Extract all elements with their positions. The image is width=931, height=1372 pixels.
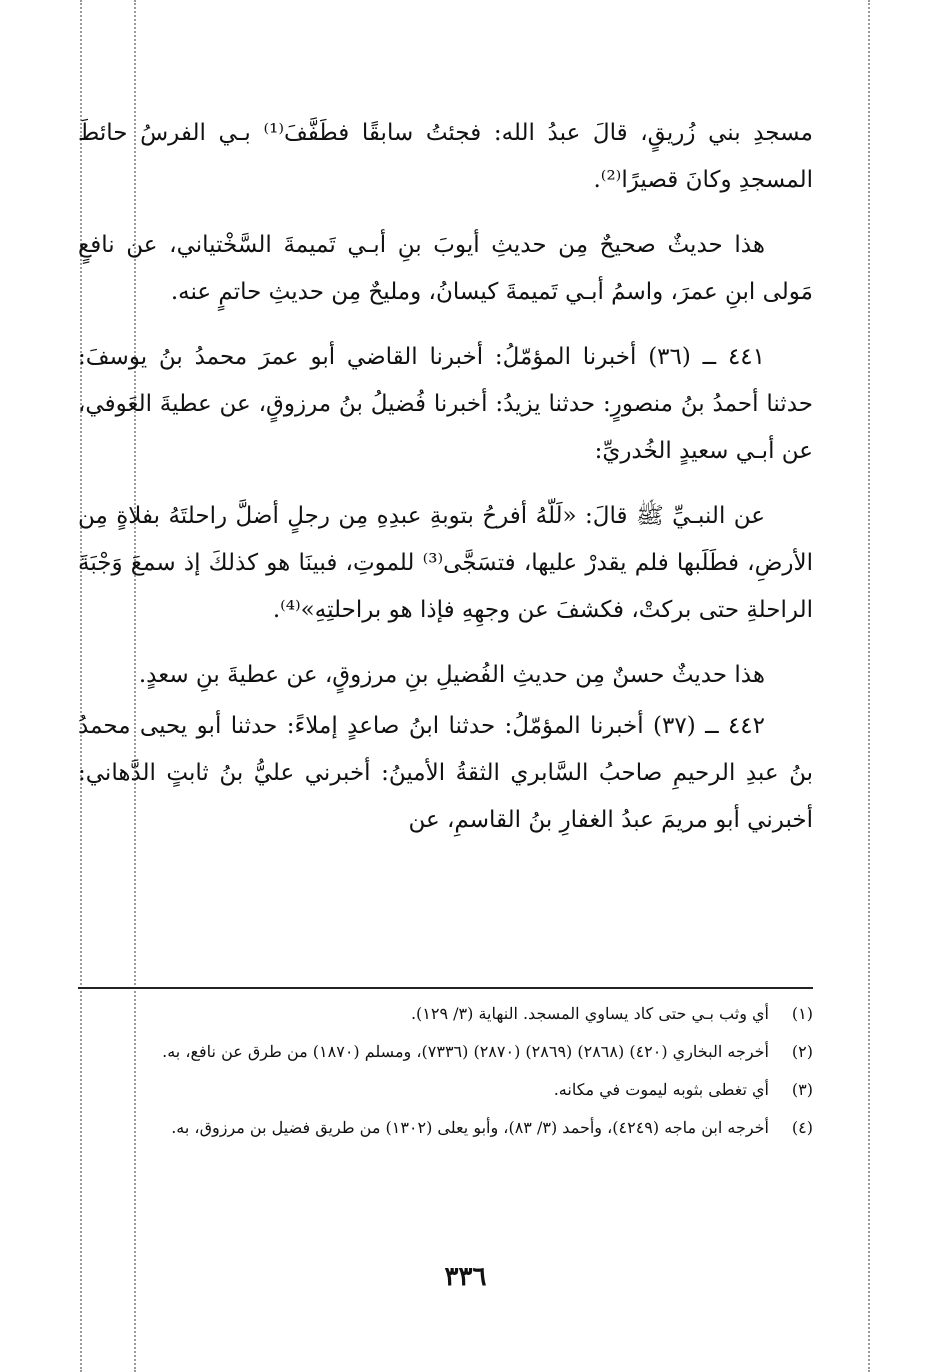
footnote-text: أخرجه البخاري (٤٢٠) (٢٨٦٨) (٢٨٦٩) (٢٨٧٠) (٧٣٣٦)، ومسلم (١٨٧٠) من طرق عن نافع، به.	[162, 1042, 769, 1061]
footnote-2	[78, 1036, 813, 1068]
footnote-separator	[78, 987, 813, 989]
footnote-number: (٤)	[791, 1118, 813, 1137]
footnote-number: (٢)	[791, 1042, 813, 1061]
hadith-text-paragraph: عن النبـيِّ ﷺ قالَ: «لَلّهُ أفرحُ بتوبةِ عبدِهِ مِن رجلٍ أضلَّ راحلتَهُ بفلاةٍ مِن الأرضِ، فطَلَبها فلم يقدرْ عليها، فتسَجَّى⁽³⁾ للموتِ، فبينَا هو كذلكَ إذ سمعَ وَجْبَةَ الراحلةِ حتى بركتْ، فكشفَ عن وجهِهِ فإذا هو براحلتِهِ»⁽⁴⁾.	[78, 503, 813, 623]
margin-dotted-line-right	[868, 0, 870, 1372]
text-paragraph: مسجدِ بني زُريقٍ، قالَ عبدُ الله: فجئتُ سابقًا فطَفَّفَ⁽¹⁾ بـي الفرسُ حائطَ المسجدِ وكانَ قصيرًا⁽²⁾.	[78, 120, 813, 193]
text-paragraph: هذا حديثٌ صحيحٌ مِن حديثِ أيوبَ بنِ أبـي تَميمةَ السَّخْتياني، عن نافعٍ مَولى ابنِ عمرَ، واسمُ أبـي تَميمةَ كيسانُ، ومليحٌ مِن حديثِ حاتمٍ عنه.	[78, 232, 813, 305]
footnote-1	[78, 998, 813, 1030]
hadith-442-paragraph: ٤٤٢ ــ (٣٧) أخبرنا المؤمّلُ: حدثنا ابنُ صاعدٍ إملاءً: حدثنا أبو يحيى محمدُ بنُ عبدِ الرحيمِ صاحبُ السَّابري الثقةُ الأمينُ: أخبرني عليُّ بنُ ثابتٍ الدَّهاني: أخبرني أبو مريمَ عبدُ الغفارِ بنُ القاسمِ، عن	[78, 713, 813, 833]
footnote-text: أخرجه ابن ماجه (٤٢٤٩)، وأحمد (٣/ ٨٣)، وأبو يعلى (١٣٠٢) من طريق فضيل بن مرزوق، به.	[171, 1118, 769, 1137]
main-text	[78, 110, 813, 862]
footnote-text: أي تغطى بثوبه ليموت في مكانه.	[553, 1080, 769, 1099]
footnote-4	[78, 1112, 813, 1144]
footnote-3	[78, 1074, 813, 1106]
hadith-441-paragraph: ٤٤١ ــ (٣٦) أخبرنا المؤمّلُ: أخبرنا القاضي أبو عمرَ محمدُ بنُ يوسفَ: حدثنا أحمدُ بنُ منصورٍ: حدثنا يزيدُ: أخبرنا فُضيلُ بنُ مرزوقٍ، عن عطيةَ العَوفي، عن أبـي سعيدٍ الخُدريِّ:	[78, 344, 813, 464]
footnote-text: أي وثب بـي حتى كاد يساوي المسجد. النهاية (٣/ ١٢٩).	[410, 1004, 769, 1023]
footnotes	[78, 998, 813, 1150]
text-paragraph: هذا حديثٌ حسنٌ مِن حديثِ الفُضيلِ بنِ مرزوقٍ، عن عطيةَ بنِ سعدٍ.	[138, 662, 765, 688]
footnote-number: (٣)	[791, 1080, 813, 1099]
footnote-number: (١)	[791, 1004, 813, 1023]
page-number: ٣٣٦	[444, 1262, 487, 1292]
